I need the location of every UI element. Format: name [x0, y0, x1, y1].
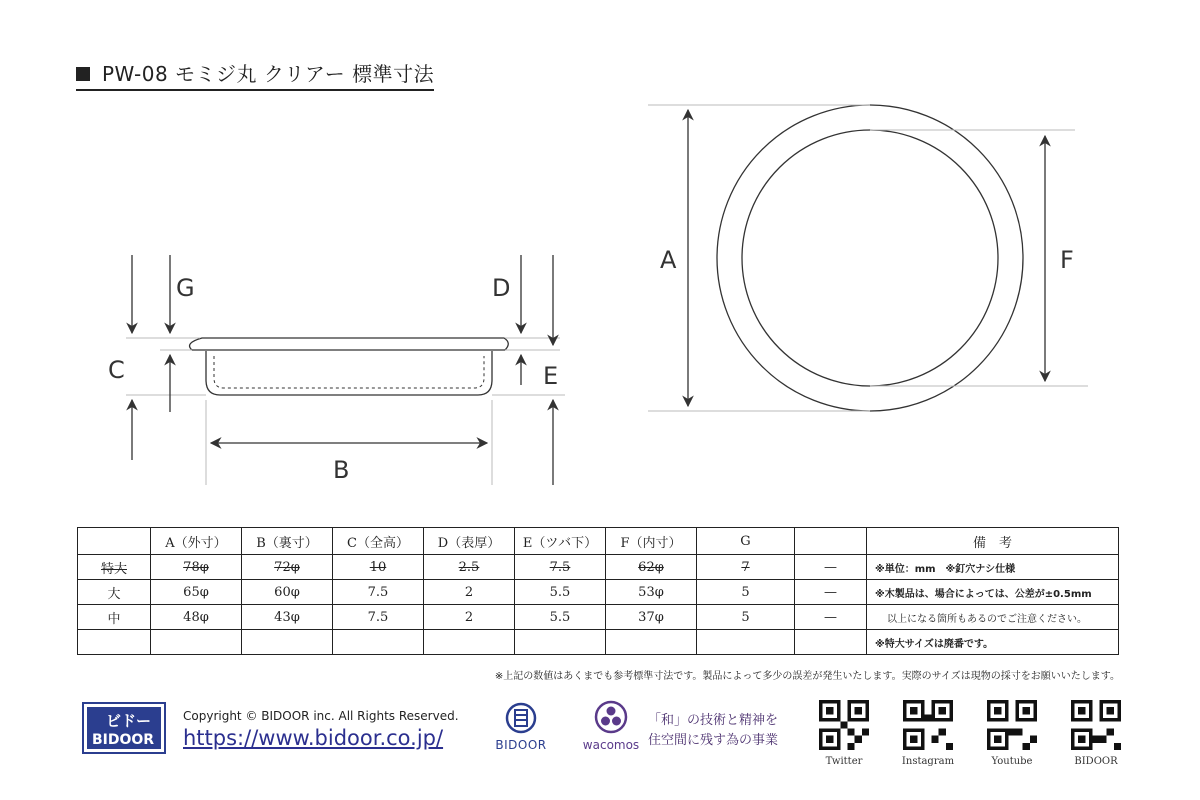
table-note: ※特大サイズは廃番です。: [867, 630, 1119, 655]
table-cell: 72φ: [242, 555, 333, 580]
table-header-row: [78, 528, 1119, 555]
table-cell-size: 中: [78, 605, 151, 630]
table-cell-size: [78, 630, 151, 655]
qr-code-icon: [1071, 700, 1121, 750]
copyright: Copyright © BIDOOR inc. All Rights Reserved.: [183, 709, 459, 723]
header-cell: D（表厚）: [424, 528, 515, 555]
header-cell: A（外寸）: [151, 528, 242, 555]
qr-bidoor[interactable]: [1067, 700, 1125, 767]
slogan-line-2: 住空間に残す為の事業: [648, 733, 779, 748]
header-cell: C（全高）: [333, 528, 424, 555]
table-cell-size: 特大: [78, 555, 151, 580]
slogan: [648, 711, 778, 751]
table-cell: 5.5: [515, 580, 606, 605]
table-row: [78, 555, 1119, 580]
wacomos-brand-mark[interactable]: [578, 700, 644, 752]
qr-label: Youtube: [991, 756, 1033, 767]
table-row: [78, 630, 1119, 655]
qr-label: BIDOOR: [1074, 756, 1118, 767]
qr-code-icon: [987, 700, 1037, 750]
dim-d-label: D: [492, 274, 511, 302]
dim-a-label: A: [660, 246, 677, 274]
table-cell: [606, 630, 697, 655]
table-cell: 60φ: [242, 580, 333, 605]
table-cell: [242, 630, 333, 655]
bidoor-brand-mark[interactable]: [488, 702, 554, 752]
brand3-text: wacomos: [582, 738, 640, 752]
table-cell: [795, 630, 867, 655]
table-cell: 78φ: [151, 555, 242, 580]
logo-text-bottom: BIDOOR: [92, 732, 155, 748]
table-cell: 7.5: [515, 555, 606, 580]
side-view-inner-line: [214, 356, 484, 388]
table-cell: 48φ: [151, 605, 242, 630]
table-cell: 62φ: [606, 555, 697, 580]
footnote: ※上記の数値はあくまでも参考標準寸法です。製品によって多少の誤差が発生いたします。実際のサイズは現物の採寸をお願いいたします。: [494, 671, 1120, 682]
table-cell: —: [795, 605, 867, 630]
table-cell: 7.5: [333, 580, 424, 605]
title-text: PW-08 モミジ丸 クリアー 標準寸法: [102, 62, 435, 86]
table-cell: —: [795, 580, 867, 605]
spec-table: [77, 527, 1119, 655]
qr-code-icon: [903, 700, 953, 750]
header-cell: G: [697, 528, 795, 555]
top-view-outer-circle: [717, 105, 1023, 411]
table-cell: 2: [424, 580, 515, 605]
qr-code-icon: [819, 700, 869, 750]
table-row: [78, 580, 1119, 605]
table-note: 以上になる箇所もあるのでご注意ください。: [867, 605, 1119, 630]
header-cell: [795, 528, 867, 555]
qr-label: Instagram: [901, 756, 955, 767]
bidoor-logo[interactable]: [82, 702, 166, 754]
qr-twitter[interactable]: [815, 700, 873, 767]
table-cell: —: [795, 555, 867, 580]
side-view-profile: [190, 338, 509, 350]
table-cell: 37φ: [606, 605, 697, 630]
table-cell: 2: [424, 605, 515, 630]
table-cell: 5: [697, 580, 795, 605]
table-cell: 5.5: [515, 605, 606, 630]
table-cell: 7.5: [333, 605, 424, 630]
table-cell: 53φ: [606, 580, 697, 605]
header-cell: E（ツバ下）: [515, 528, 606, 555]
dim-c-label: C: [108, 356, 125, 384]
table-cell: [424, 630, 515, 655]
table-cell: 65φ: [151, 580, 242, 605]
table-note: ※木製品は、場合によっては、公差が±0.5mm: [867, 580, 1119, 605]
dim-g-label: G: [176, 274, 195, 302]
table-cell: [515, 630, 606, 655]
qr-youtube[interactable]: [983, 700, 1041, 767]
qr-instagram[interactable]: [899, 700, 957, 767]
qr-label: Twitter: [825, 756, 863, 767]
dim-f-label: F: [1060, 246, 1074, 274]
table-cell: 7: [697, 555, 795, 580]
table-cell-size: 大: [78, 580, 151, 605]
wacomos-emblem-icon: [594, 700, 628, 734]
logo-text-top: ビドー: [106, 712, 152, 730]
top-view-inner-circle: [742, 130, 998, 386]
brand2-text: BIDOOR: [495, 738, 547, 752]
table-cell: 10: [333, 555, 424, 580]
table-cell: 43φ: [242, 605, 333, 630]
table-cell: [151, 630, 242, 655]
header-cell: 備 考: [867, 528, 1119, 555]
table-cell: 5: [697, 605, 795, 630]
header-cell: F（内寸）: [606, 528, 697, 555]
header-cell: B（裏寸）: [242, 528, 333, 555]
dim-e-label: E: [543, 362, 559, 390]
website-link[interactable]: https://www.bidoor.co.jp/: [183, 726, 444, 750]
slogan-line-1: 「和」の技術と精神を: [648, 713, 779, 728]
table-note: ※単位：mm ※釘穴ナシ仕様: [867, 555, 1119, 580]
bidoor-emblem-icon: [505, 702, 537, 734]
table-cell: [697, 630, 795, 655]
header-cell: [78, 528, 151, 555]
table-cell: 2.5: [424, 555, 515, 580]
table-cell: [333, 630, 424, 655]
dim-b-label: B: [333, 456, 350, 484]
table-row: [78, 605, 1119, 630]
